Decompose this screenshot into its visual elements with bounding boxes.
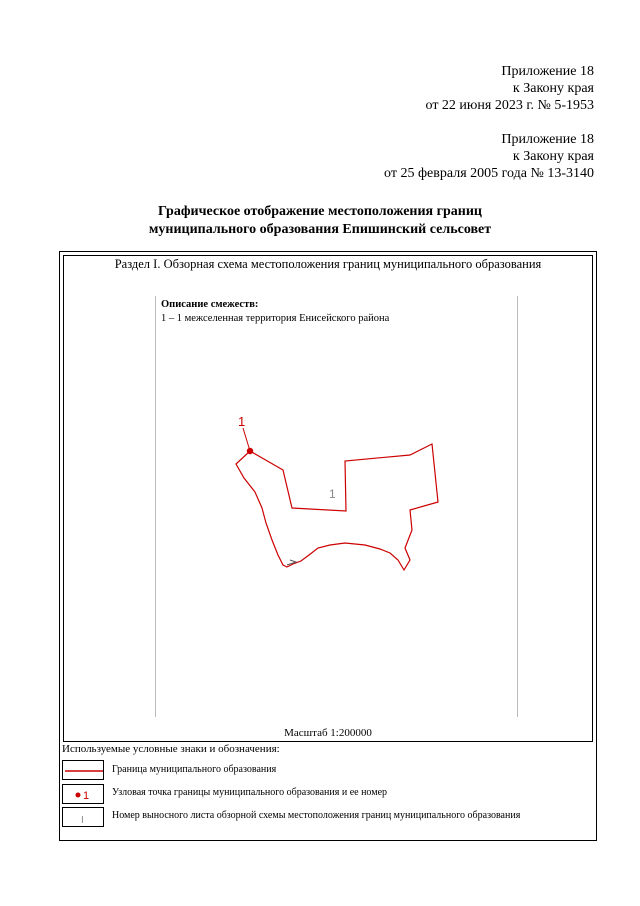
legend-label: Номер выносного листа обзорной схемы местоположения границ муниципального образования bbox=[112, 810, 521, 821]
node-point-label: 1 bbox=[238, 414, 246, 429]
municipal-boundary bbox=[236, 444, 438, 570]
legend-label: Граница муниципального образования bbox=[112, 764, 277, 775]
node-point-marker bbox=[247, 448, 253, 454]
legend-caption: Используемые условные знаки и обозначения: bbox=[62, 743, 280, 755]
map-scale: Масштаб 1:200000 bbox=[284, 727, 372, 739]
node-point-symbol bbox=[63, 785, 105, 805]
sheet-number-symbol bbox=[63, 808, 105, 828]
appendix-line: от 25 февраля 2005 года № 13-3140 bbox=[384, 166, 594, 181]
appendix-line: Приложение 18 bbox=[501, 132, 594, 147]
appendix-line: к Закону края bbox=[512, 81, 594, 96]
legend-boundary-swatch bbox=[62, 760, 104, 780]
node-leader-line bbox=[243, 428, 250, 451]
adjacency-item: 1 – 1 межселенная территория Енисейского района bbox=[161, 313, 390, 324]
section-title: Раздел I. Обзорная схема местоположения границ муниципального образования bbox=[114, 257, 542, 271]
legend-sheet-swatch bbox=[62, 807, 104, 827]
appendix-line: к Закону края bbox=[512, 149, 594, 164]
legend-label: Узловая точка границы муниципального образования и ее номер bbox=[112, 787, 388, 798]
appendix-line: Приложение 18 bbox=[501, 64, 594, 79]
appendix-line: от 22 июня 2023 г. № 5-1953 bbox=[425, 98, 594, 113]
legend-node-swatch bbox=[62, 784, 104, 804]
boundary-line-symbol bbox=[63, 761, 105, 781]
node-symbol-number: 1 bbox=[83, 790, 90, 802]
title-line: муниципального образования Епишинский сельсовет bbox=[148, 222, 492, 237]
title-line: Графическое отображение местоположения границ bbox=[158, 204, 482, 219]
sheet-number-label: 1 bbox=[329, 487, 336, 501]
adjacency-title: Описание смежеств: bbox=[161, 299, 259, 310]
sheet-symbol-number: I bbox=[81, 815, 84, 826]
